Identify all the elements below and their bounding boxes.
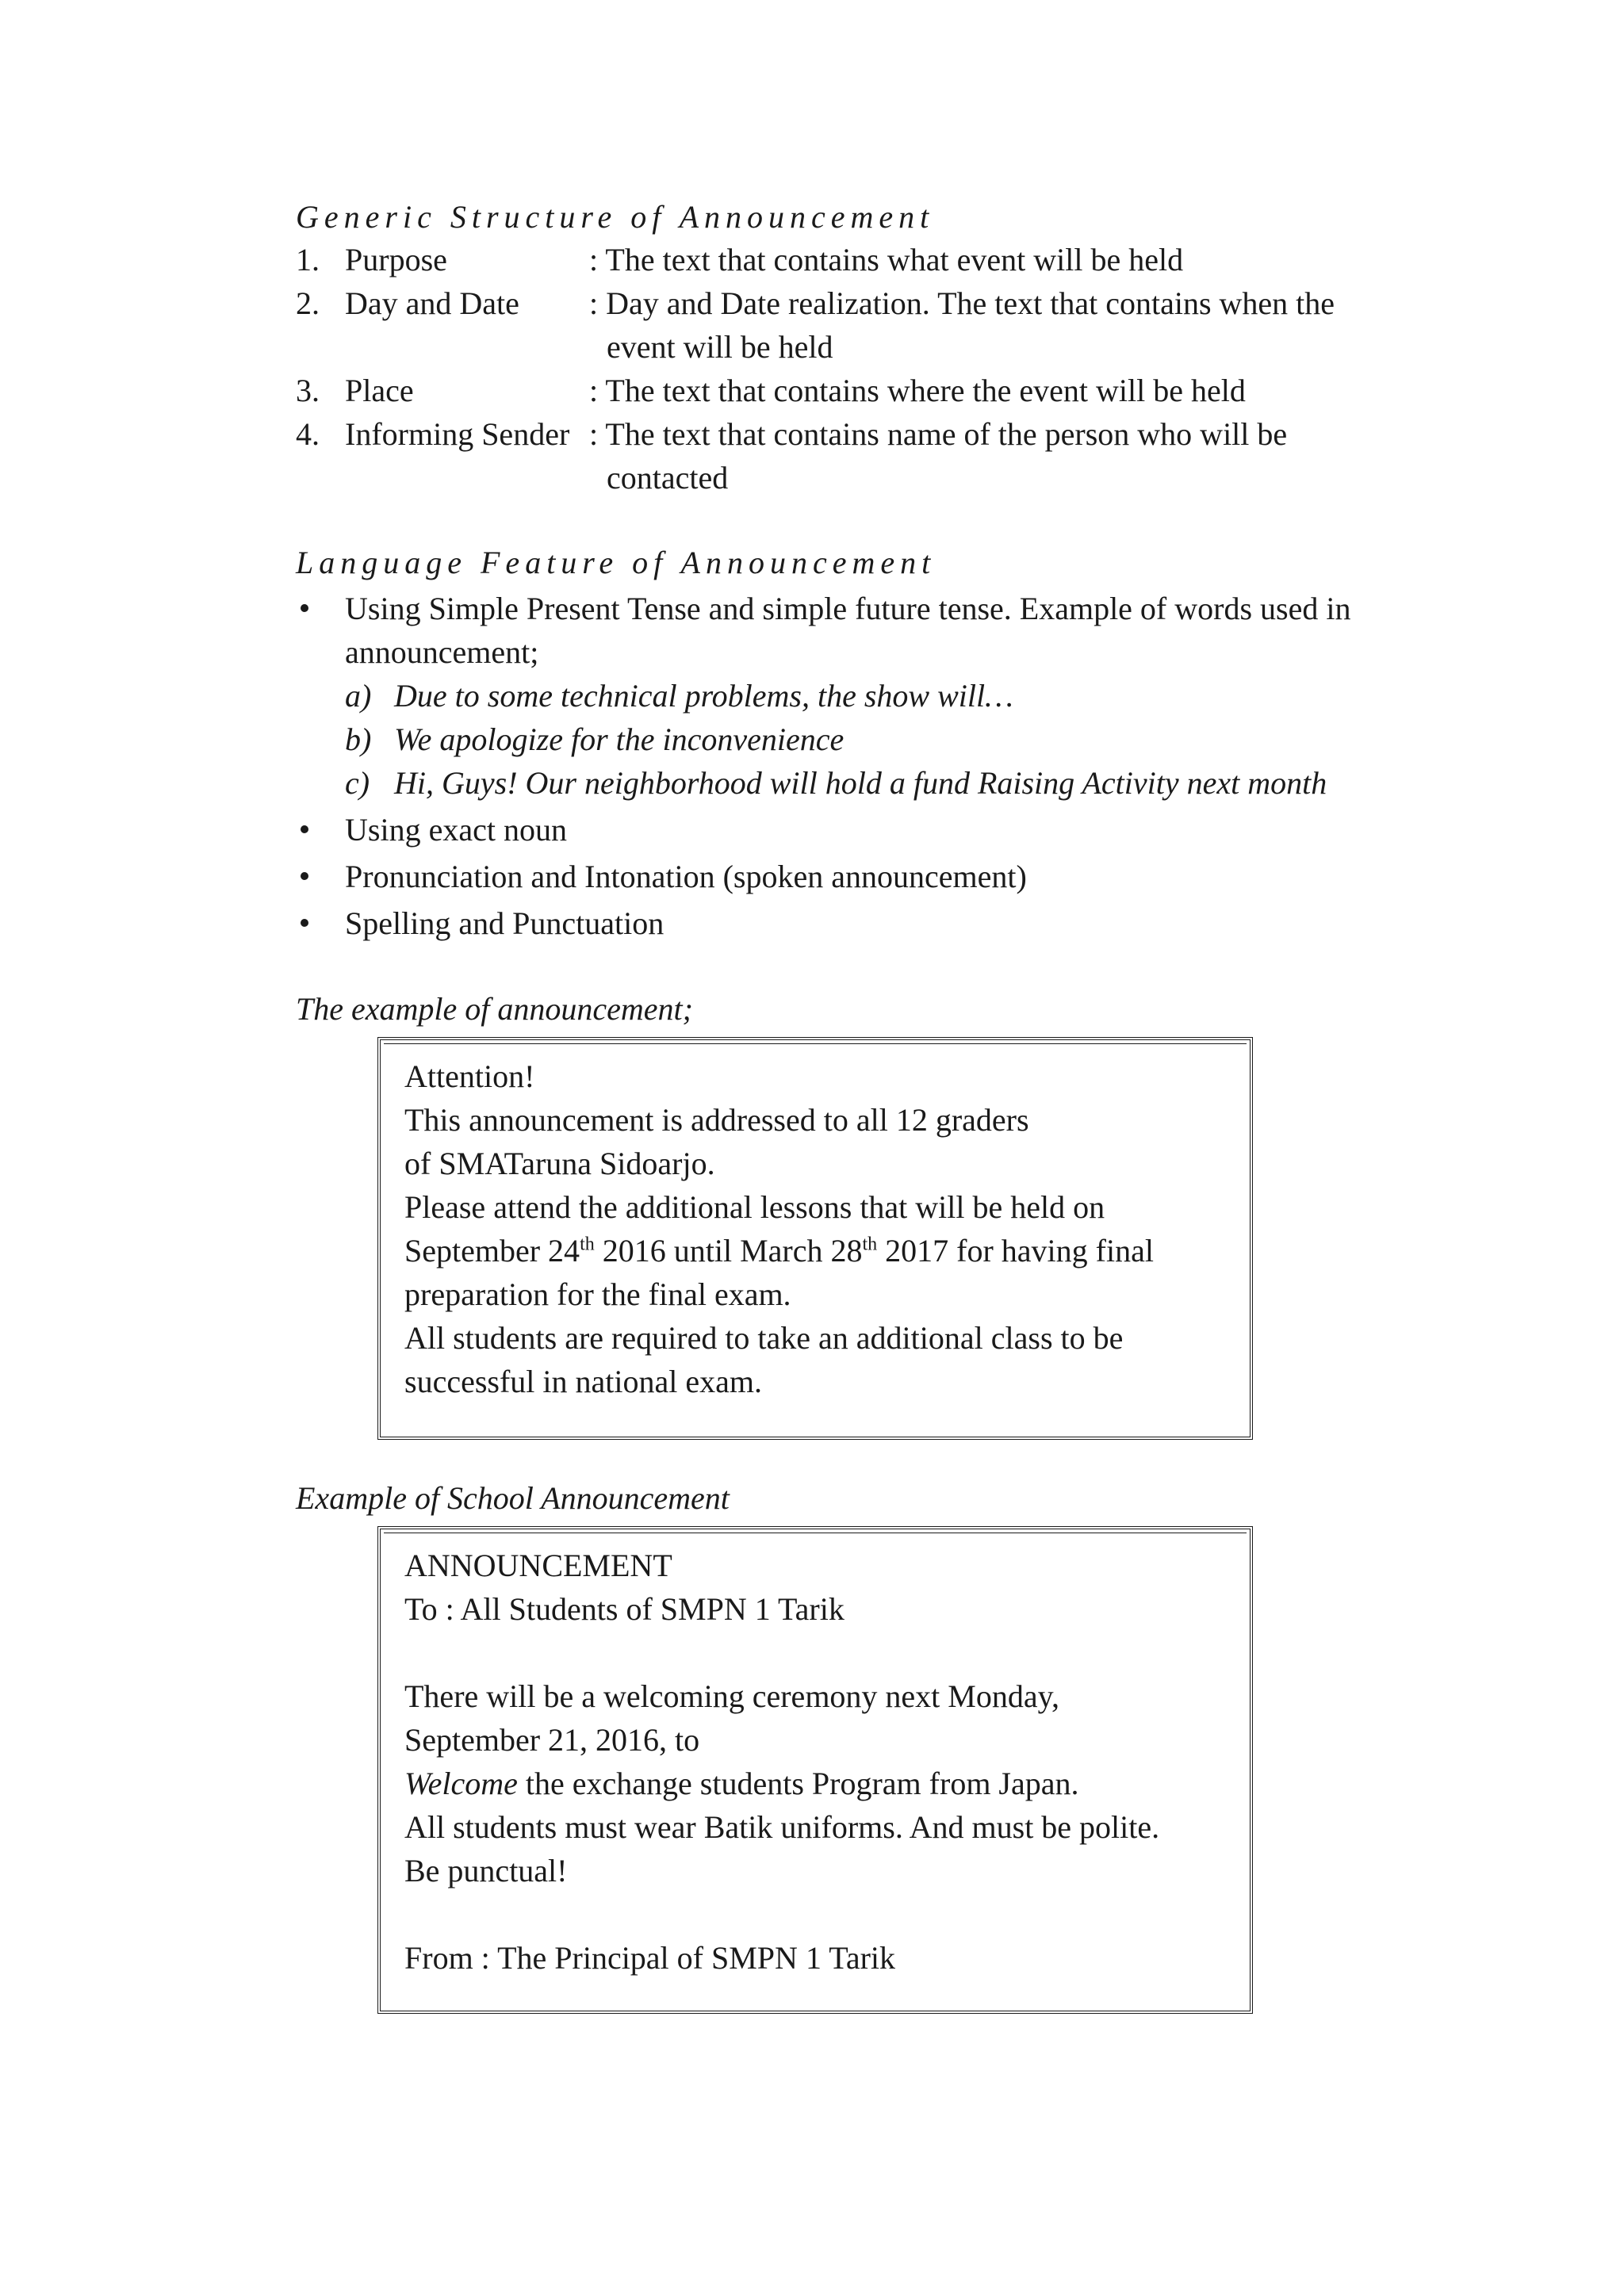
item-term: Purpose <box>345 242 447 277</box>
announcement-line: of SMATaruna Sidoarjo. <box>404 1146 715 1181</box>
announcement-box-attention <box>377 1037 1253 1440</box>
item-definition: : The text that contains what event will be held <box>589 242 1184 277</box>
announcement-line <box>404 1762 1221 1805</box>
example-text: Hi, Guys! Our neighborhood will hold a fund Raising Activity next month <box>394 765 1327 801</box>
italic-word: Welcome <box>404 1766 518 1801</box>
example-sentence <box>345 761 1406 805</box>
bullet-icon <box>296 855 345 898</box>
item-definition: : The text that contains where the event will be held <box>589 373 1246 408</box>
bullet-text: Pronunciation and Intonation (spoken announcement) <box>345 859 1027 894</box>
bullet-text: Using exact noun <box>345 812 567 848</box>
example-text: We apologize for the inconvenience <box>394 721 845 757</box>
announcement-line: There will be a welcoming ceremony next Monday, <box>404 1678 1060 1714</box>
bullet-icon <box>296 808 345 851</box>
item-number: 4. <box>296 416 320 452</box>
structure-item-day-and-date <box>296 281 1390 369</box>
date-text: 2017 for having final <box>877 1233 1154 1269</box>
example-letter: c) <box>345 765 370 801</box>
announcement-title: ANNOUNCEMENT <box>404 1548 672 1583</box>
list-item <box>296 901 1406 945</box>
announcement-line: Attention! <box>404 1058 535 1094</box>
announcement-line: September 21, 2016, to <box>404 1722 700 1758</box>
bullet-icon <box>296 587 345 630</box>
announcement-signature: From : The Principal of SMPN 1 Tarik <box>404 1940 896 1976</box>
item-definition: : Day and Date realization. The text that contains when the event will be held <box>589 285 1335 365</box>
ordinal-suffix: th <box>580 1234 595 1255</box>
item-number: 2. <box>296 285 320 321</box>
example-sentences <box>296 674 1406 805</box>
structure-item-place <box>296 369 1390 412</box>
announcement-line: All students are required to take an additional class to be <box>404 1320 1124 1356</box>
announcement-line: Please attend the additional lessons that will be held on <box>404 1189 1105 1225</box>
ordinal-suffix: th <box>862 1234 878 1255</box>
announcement-line: To : All Students of SMPN 1 Tarik <box>404 1591 845 1627</box>
announcement-line: This announcement is addressed to all 12 graders <box>404 1102 1029 1138</box>
example-sentence <box>345 718 1406 761</box>
announcement-box-school <box>377 1526 1253 2014</box>
item-term: Informing Sender <box>345 416 570 452</box>
generic-structure-list <box>296 238 1390 499</box>
bullet-text: Using Simple Present Tense and simple future tense. Example of words used in announcement; <box>345 591 1351 670</box>
announcement-line: preparation for the final exam. <box>404 1276 791 1312</box>
example-letter: b) <box>345 721 372 757</box>
announcement-line <box>404 1229 1221 1272</box>
example-letter: a) <box>345 678 372 714</box>
example-text: Due to some technical problems, the show will… <box>394 678 1013 714</box>
example-sentence <box>345 674 1406 718</box>
structure-item-informing-sender <box>296 412 1390 499</box>
language-feature-heading: Language Feature of Announcement <box>296 545 936 580</box>
item-term: Place <box>345 373 414 408</box>
bullet-icon <box>296 901 345 945</box>
announcement-line: successful in national exam. <box>404 1364 762 1399</box>
announcement-line: All students must wear Batik uniforms. And must be polite. <box>404 1809 1160 1845</box>
blank-line <box>404 1892 1221 1936</box>
line-rest: the exchange students Program from Japan. <box>517 1766 1079 1801</box>
item-term: Day and Date <box>345 285 519 321</box>
date-text: 2016 until March 28 <box>594 1233 863 1269</box>
item-number: 1. <box>296 242 320 277</box>
generic-structure-heading: Generic Structure of Announcement <box>296 199 935 235</box>
item-definition: : The text that contains name of the person who will be contacted <box>589 416 1288 496</box>
school-announcement-caption: Example of School Announcement <box>296 1480 730 1516</box>
bullet-text: Spelling and Punctuation <box>345 905 665 941</box>
blank-line <box>404 1631 1221 1674</box>
example-announcement-caption: The example of announcement; <box>296 991 693 1027</box>
language-feature-list <box>296 587 1406 945</box>
list-item <box>296 855 1406 898</box>
list-item <box>296 808 1406 851</box>
item-number: 3. <box>296 373 320 408</box>
list-item <box>296 587 1406 674</box>
announcement-line: Be punctual! <box>404 1853 568 1888</box>
date-text: September 24 <box>404 1233 580 1269</box>
structure-item-purpose <box>296 238 1390 281</box>
